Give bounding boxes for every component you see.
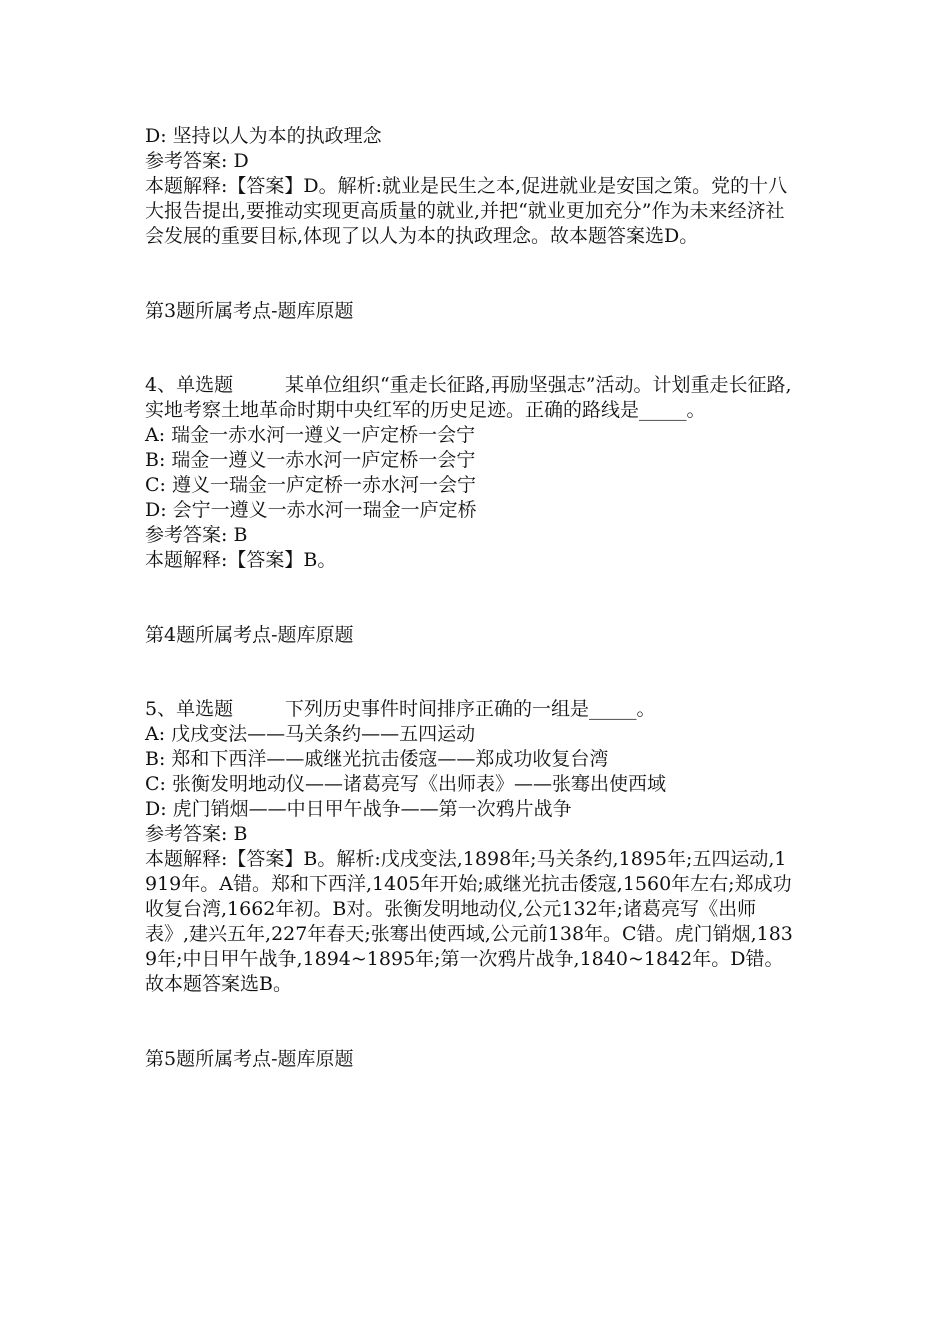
q5-option-b: B: 郑和下西洋——戚继光抗击倭寇——郑成功收复台湾 [145,748,609,770]
q4-number: 4、单选题 [145,374,234,396]
kaodian-4: 第4题所属考点-题库原题 [145,624,354,646]
q4-option-a: A: 瑞金一赤水河一遵义一庐定桥一会宁 [145,424,476,446]
document-page [145,124,805,1072]
q5-option-a: A: 戊戌变法——马关条约——五四运动 [145,723,476,745]
q5-option-c: C: 张衡发明地动仪——诸葛亮写《出师表》——张骞出使西域 [145,773,666,795]
q4-option-d: D: 会宁一遵义一赤水河一瑞金一庐定桥 [145,499,477,521]
q4-answer: 参考答案: B [145,524,248,546]
q4-stem [145,373,795,423]
q4-option-c: C: 遵义一瑞金一庐定桥一赤水河一会宁 [145,474,476,496]
q5-option-d: D: 虎门销烟——中日甲午战争——第一次鸦片战争 [145,798,572,820]
q5-number: 5、单选题 [145,698,234,720]
q2-option-d: D: 坚持以人为本的执政理念 [145,125,382,147]
q5-explanation: 本题解释:【答案】B。解析:戊戌变法,1898年;马关条约,1895年;五四运动,1919年。A错。郑和下西洋,1405年开始;戚继光抗击倭寇,1560年左右;郑成功收复台湾,1662年初。B对。张衡发明地动仪,公元132年;诸葛亮写《出师表》,建兴五年,227年春天;张骞出使西域,公元前138年。C错。虎门销烟,1839年;中日甲午战争,1894~1895年;第一次鸦片战争,1840~1842年。D错。故本题答案选B。 [145,848,793,995]
q5-answer: 参考答案: B [145,823,248,845]
q5-stem [145,697,795,722]
q5-stem-text: 下列历史事件时间排序正确的一组是_____。 [285,698,656,720]
q4-option-b: B: 瑞金一遵义一赤水河一庐定桥一会宁 [145,449,476,471]
kaodian-3: 第3题所属考点-题库原题 [145,300,354,322]
q2-explanation: 本题解释:【答案】D。解析:就业是民生之本,促进就业是安国之策。党的十八大报告提出,要推动实现更高质量的就业,并把“就业更加充分”作为未来经济社会发展的重要目标,体现了以人为本的执政理念。故本题答案选D。 [145,175,788,247]
q2-answer: 参考答案: D [145,150,249,172]
q4-stem-text: 某单位组织“重走长征路,再励坚强志”活动。计划重走长征路,实地考察土地革命时期中央红军的历史足迹。正确的路线是_____。 [145,374,792,421]
kaodian-5: 第5题所属考点-题库原题 [145,1048,354,1070]
q4-explanation: 本题解释:【答案】B。 [145,549,337,571]
